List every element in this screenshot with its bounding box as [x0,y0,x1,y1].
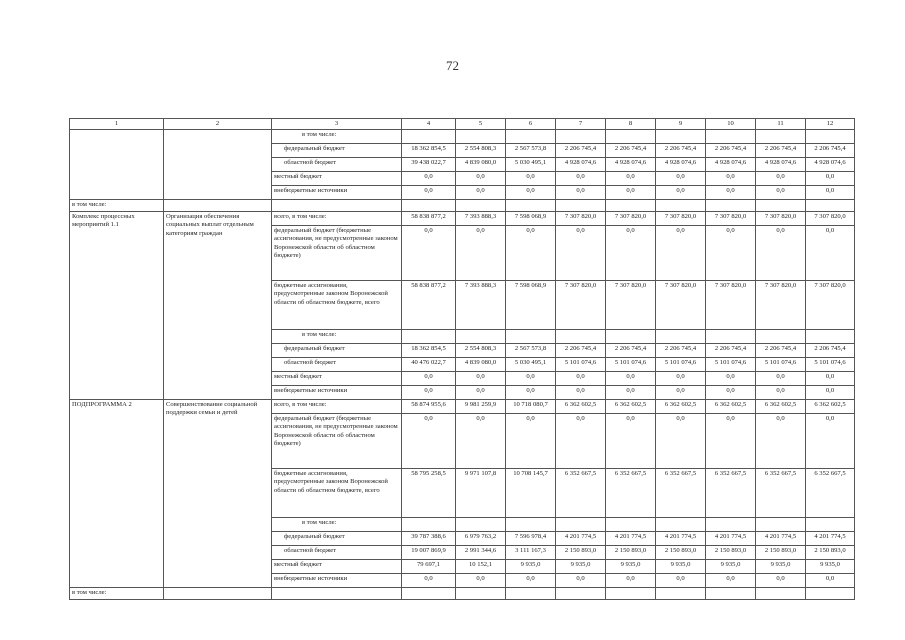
value-cell: 2 206 745,4 [806,344,855,358]
value-cell: 2 554 808,3 [456,144,506,158]
value-cell: 9 935,0 [606,560,656,574]
value-cell: 58 874 955,6 [402,400,456,414]
value-cell: 0,0 [606,574,656,588]
value-cell: 0,0 [556,414,606,469]
empty-cell [706,588,756,600]
value-cell: 0,0 [506,386,556,400]
empty-cell [706,200,756,212]
funding-source-cell: федеральный бюджет (бюджетные ассигнования, не предусмотренные законом Воронежской области об областном бюджете) [272,226,402,281]
value-cell: 0,0 [456,414,506,469]
value-cell: 7 307 820,0 [756,212,806,226]
value-cell: 6 352 667,5 [656,469,706,518]
value-cell: 4 928 074,6 [606,158,656,172]
value-cell: 7 307 820,0 [656,212,706,226]
empty-cell [506,200,556,212]
value-cell: 4 928 074,6 [706,158,756,172]
value-cell: 6 362 602,5 [756,400,806,414]
funding-source-cell: областной бюджет [272,358,402,372]
value-cell: 0,0 [756,186,806,200]
value-cell [806,518,855,532]
funding-source-cell: федеральный бюджет [272,144,402,158]
value-cell: 9 935,0 [806,560,855,574]
value-cell: 6 352 667,5 [806,469,855,518]
funding-source-cell: федеральный бюджет [272,344,402,358]
value-cell: 2 206 745,4 [606,344,656,358]
column-header-cell: 8 [606,119,656,130]
value-cell: 6 362 602,5 [806,400,855,414]
value-cell: 4 201 774,5 [706,532,756,546]
column-header-cell: 9 [656,119,706,130]
value-cell: 6 362 602,5 [556,400,606,414]
value-cell: 0,0 [606,372,656,386]
value-cell: 0,0 [756,574,806,588]
value-cell: 0,0 [756,386,806,400]
value-cell: 9 935,0 [506,560,556,574]
value-cell: 4 839 080,0 [456,358,506,372]
value-cell: 0,0 [756,414,806,469]
value-cell: 7 598 068,9 [506,281,556,330]
value-cell: 5 101 074,6 [806,358,855,372]
value-cell: 0,0 [706,372,756,386]
value-cell: 0,0 [606,414,656,469]
value-cell: 0,0 [606,186,656,200]
value-cell: 0,0 [556,372,606,386]
empty-cell [556,200,606,212]
value-cell: 0,0 [506,372,556,386]
value-cell: 2 206 745,4 [656,344,706,358]
value-cell: 0,0 [656,414,706,469]
value-cell: 0,0 [656,226,706,281]
value-cell: 6 362 602,5 [706,400,756,414]
value-cell: 7 307 820,0 [556,281,606,330]
value-cell: 10 718 080,7 [506,400,556,414]
value-cell: 0,0 [456,186,506,200]
value-cell: 40 476 022,7 [402,358,456,372]
value-cell: 0,0 [456,226,506,281]
value-cell [756,330,806,344]
funding-source-cell: в том числе: [272,518,402,532]
value-cell [456,130,506,144]
value-cell: 0,0 [506,414,556,469]
value-cell: 0,0 [456,172,506,186]
value-cell: 6 352 667,5 [606,469,656,518]
value-cell: 0,0 [656,186,706,200]
row-group-name-cell [70,130,164,200]
value-cell [606,518,656,532]
value-cell: 0,0 [402,172,456,186]
table-row [70,130,855,144]
value-cell: 0,0 [556,574,606,588]
value-cell: 0,0 [706,226,756,281]
value-cell: 9 935,0 [656,560,706,574]
value-cell: 10 708 145,7 [506,469,556,518]
value-cell: 9 935,0 [756,560,806,574]
value-cell: 39 438 022,7 [402,158,456,172]
value-cell: 9 935,0 [556,560,606,574]
value-cell: 0,0 [402,386,456,400]
value-cell: 5 101 074,6 [556,358,606,372]
value-cell: 4 928 074,6 [806,158,855,172]
value-cell [806,330,855,344]
column-header-cell: 3 [272,119,402,130]
value-cell: 7 596 978,4 [506,532,556,546]
value-cell: 2 206 745,4 [706,344,756,358]
budget-table [69,118,855,600]
funding-source-cell: внебюджетные источники [272,386,402,400]
value-cell [656,130,706,144]
empty-cell [402,588,456,600]
column-header-cell: 1 [70,119,164,130]
value-cell: 7 307 820,0 [806,212,855,226]
value-cell: 2 150 893,0 [706,546,756,560]
value-cell: 0,0 [402,372,456,386]
value-cell: 4 201 774,5 [606,532,656,546]
section-label-row [70,200,855,212]
value-cell: 0,0 [706,186,756,200]
value-cell: 0,0 [456,372,506,386]
value-cell [506,518,556,532]
value-cell: 2 206 745,4 [556,144,606,158]
row-group-desc-cell [164,130,272,200]
empty-cell [456,200,506,212]
value-cell: 0,0 [506,574,556,588]
column-header-cell: 10 [706,119,756,130]
value-cell: 2 150 893,0 [756,546,806,560]
value-cell: 4 928 074,6 [556,158,606,172]
row-group-name-cell: Комплекс процессных мероприятий 1.1 [70,212,164,400]
value-cell: 58 838 877,2 [402,212,456,226]
value-cell [606,130,656,144]
value-cell: 3 111 167,3 [506,546,556,560]
funding-source-cell: федеральный бюджет (бюджетные ассигнования, не предусмотренные законом Воронежской области об областном бюджете) [272,414,402,469]
value-cell [706,330,756,344]
value-cell: 2 206 745,4 [756,344,806,358]
funding-source-cell: внебюджетные источники [272,186,402,200]
column-header-cell: 12 [806,119,855,130]
value-cell: 0,0 [506,186,556,200]
value-cell [656,330,706,344]
value-cell [556,518,606,532]
value-cell: 7 307 820,0 [606,281,656,330]
value-cell: 0,0 [556,386,606,400]
value-cell: 0,0 [456,386,506,400]
value-cell: 0,0 [706,386,756,400]
funding-source-cell: всего, в том числе: [272,400,402,414]
empty-cell [756,588,806,600]
value-cell: 2 206 745,4 [606,144,656,158]
empty-cell [806,200,855,212]
header-row [70,119,855,130]
value-cell: 0,0 [806,172,855,186]
value-cell: 2 206 745,4 [556,344,606,358]
row-group-name-cell: ПОДПРОГРАММА 2 [70,400,164,588]
value-cell [456,330,506,344]
funding-source-cell: в том числе: [272,330,402,344]
value-cell: 2 554 808,3 [456,344,506,358]
value-cell [606,330,656,344]
value-cell: 0,0 [506,172,556,186]
value-cell: 18 362 854,5 [402,144,456,158]
value-cell: 2 150 893,0 [556,546,606,560]
empty-cell [656,200,706,212]
value-cell: 2 150 893,0 [656,546,706,560]
value-cell: 0,0 [806,414,855,469]
value-cell: 0,0 [402,226,456,281]
value-cell: 0,0 [656,386,706,400]
value-cell: 2 567 573,8 [506,144,556,158]
value-cell: 9 971 107,8 [456,469,506,518]
value-cell: 6 352 667,5 [756,469,806,518]
empty-cell [456,588,506,600]
value-cell: 4 201 774,5 [556,532,606,546]
value-cell: 7 307 820,0 [706,281,756,330]
value-cell: 0,0 [556,186,606,200]
empty-cell [506,588,556,600]
value-cell: 5 101 074,6 [656,358,706,372]
value-cell: 0,0 [506,226,556,281]
value-cell: 0,0 [606,172,656,186]
value-cell: 7 307 820,0 [806,281,855,330]
value-cell: 0,0 [656,172,706,186]
table-row [70,400,855,414]
value-cell: 0,0 [806,386,855,400]
value-cell: 79 697,1 [402,560,456,574]
value-cell: 0,0 [402,186,456,200]
value-cell: 58 838 877,2 [402,281,456,330]
value-cell: 6 362 602,5 [656,400,706,414]
value-cell: 6 352 667,5 [556,469,606,518]
section-label-cell: в том числе: [70,588,164,600]
funding-source-cell: областной бюджет [272,158,402,172]
value-cell: 6 362 602,5 [606,400,656,414]
column-header-cell: 2 [164,119,272,130]
value-cell: 0,0 [706,574,756,588]
value-cell: 2 567 573,8 [506,344,556,358]
value-cell: 2 206 745,4 [756,144,806,158]
value-cell: 5 030 495,1 [506,158,556,172]
table-row [70,212,855,226]
value-cell [756,518,806,532]
value-cell: 19 007 869,9 [402,546,456,560]
funding-source-cell: местный бюджет [272,560,402,574]
value-cell: 2 991 344,6 [456,546,506,560]
value-cell: 0,0 [756,372,806,386]
value-cell: 4 928 074,6 [756,158,806,172]
row-group-desc-cell: Организация обеспечения социальных выплат отдельным категориям граждан [164,212,272,400]
value-cell: 4 928 074,6 [656,158,706,172]
funding-source-cell: областной бюджет [272,546,402,560]
section-label-row [70,588,855,600]
column-header-cell: 11 [756,119,806,130]
value-cell: 58 795 258,5 [402,469,456,518]
funding-source-cell: всего, в том числе: [272,212,402,226]
value-cell: 0,0 [706,172,756,186]
page-number: 72 [446,58,459,73]
value-cell: 6 352 667,5 [706,469,756,518]
value-cell: 18 362 854,5 [402,344,456,358]
value-cell: 7 598 068,9 [506,212,556,226]
value-cell: 7 307 820,0 [706,212,756,226]
value-cell: 0,0 [556,172,606,186]
value-cell: 0,0 [706,414,756,469]
value-cell: 0,0 [806,372,855,386]
value-cell [506,330,556,344]
value-cell: 6 979 763,2 [456,532,506,546]
funding-source-cell: местный бюджет [272,172,402,186]
value-cell: 4 839 080,0 [456,158,506,172]
value-cell: 5 030 495,1 [506,358,556,372]
empty-cell [606,200,656,212]
value-cell [556,330,606,344]
value-cell: 2 150 893,0 [606,546,656,560]
value-cell [402,130,456,144]
value-cell: 0,0 [806,574,855,588]
value-cell: 0,0 [806,226,855,281]
value-cell: 0,0 [806,186,855,200]
value-cell [556,130,606,144]
empty-cell [272,200,402,212]
value-cell: 7 307 820,0 [556,212,606,226]
funding-source-cell: в том числе: [272,130,402,144]
value-cell: 10 152,1 [456,560,506,574]
column-header-cell: 7 [556,119,606,130]
value-cell: 2 150 893,0 [806,546,855,560]
column-header-cell: 6 [506,119,556,130]
row-group-desc-cell: Совершенствование социальной поддержки семьи и детей [164,400,272,588]
empty-cell [556,588,606,600]
value-cell: 0,0 [556,226,606,281]
value-cell [706,518,756,532]
empty-cell [756,200,806,212]
value-cell [402,330,456,344]
value-cell: 4 201 774,5 [656,532,706,546]
value-cell: 0,0 [402,414,456,469]
value-cell [402,518,456,532]
value-cell: 0,0 [606,386,656,400]
value-cell: 7 393 888,3 [456,212,506,226]
empty-cell [806,588,855,600]
value-cell: 7 393 888,3 [456,281,506,330]
empty-cell [164,200,272,212]
value-cell: 0,0 [456,574,506,588]
value-cell: 0,0 [606,226,656,281]
value-cell: 39 787 388,6 [402,532,456,546]
column-header-cell: 5 [456,119,506,130]
value-cell: 5 101 074,6 [606,358,656,372]
budget-table-body [70,119,855,600]
value-cell: 9 935,0 [706,560,756,574]
empty-cell [402,200,456,212]
value-cell: 0,0 [756,226,806,281]
value-cell: 2 206 745,4 [706,144,756,158]
value-cell: 0,0 [402,574,456,588]
empty-cell [606,588,656,600]
value-cell [756,130,806,144]
value-cell: 0,0 [656,574,706,588]
empty-cell [272,588,402,600]
value-cell [506,130,556,144]
value-cell [456,518,506,532]
value-cell [656,518,706,532]
value-cell: 0,0 [656,372,706,386]
value-cell: 5 101 074,6 [706,358,756,372]
empty-cell [656,588,706,600]
value-cell: 9 981 259,9 [456,400,506,414]
value-cell: 7 307 820,0 [606,212,656,226]
value-cell [806,130,855,144]
funding-source-cell: местный бюджет [272,372,402,386]
value-cell: 4 201 774,5 [806,532,855,546]
funding-source-cell: федеральный бюджет [272,532,402,546]
funding-source-cell: бюджетные ассигнования, предусмотренные законом Воронежской области об областном бюджете, всего [272,469,402,518]
value-cell: 4 201 774,5 [756,532,806,546]
value-cell: 2 206 745,4 [806,144,855,158]
value-cell: 7 307 820,0 [756,281,806,330]
funding-source-cell: внебюджетные источники [272,574,402,588]
value-cell [706,130,756,144]
column-header-cell: 4 [402,119,456,130]
section-label-cell: в том числе: [70,200,164,212]
value-cell: 7 307 820,0 [656,281,706,330]
empty-cell [164,588,272,600]
value-cell: 0,0 [756,172,806,186]
funding-source-cell: бюджетные ассигнования, предусмотренные законом Воронежской области об областном бюджете, всего [272,281,402,330]
value-cell: 5 101 074,6 [756,358,806,372]
value-cell: 2 206 745,4 [656,144,706,158]
